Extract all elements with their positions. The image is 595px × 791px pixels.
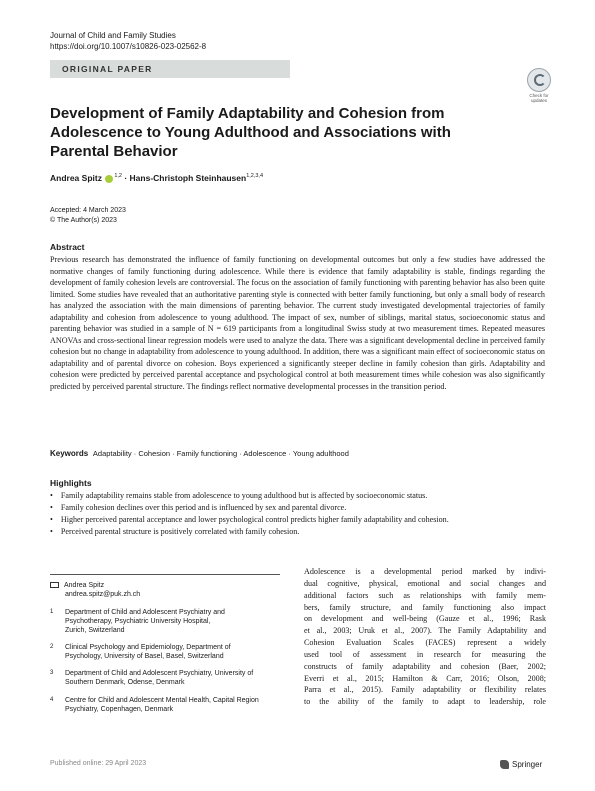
- title-line: Parental Behavior: [50, 143, 178, 160]
- article-dates: [50, 206, 126, 225]
- author-separator: ·: [121, 173, 130, 183]
- doi-link[interactable]: https://doi.org/10.1007/s10826-023-02562-8: [50, 42, 207, 51]
- body-line: additional factors such as relationships with family mem-: [304, 590, 546, 600]
- publisher-name: Springer: [512, 760, 543, 769]
- affiliation-line: Psychiatry, Copenhagen, Denmark: [65, 706, 174, 713]
- highlight-item: • Family adaptability remains stable from adolescence to young adulthood but is affected by socioeconomic status.: [50, 490, 550, 502]
- keywords-list: Adaptability · Cohesion · Family functioning · Adolescence · Young adulthood: [92, 449, 349, 458]
- title-line: Development of Family Adaptability and Cohesion from: [50, 105, 445, 122]
- orcid-icon[interactable]: [105, 175, 113, 183]
- abstract-text: Previous research has demonstrated the influence of family functioning on developmental outcomes but only a few studies have addressed the normative changes of family functioning during adolescence. While there is evidence that family adaptability is stable, findings regarding the development of family cohesion levels are controversial. The focus on the association of family functioning with parenting behavior has also been quite limited. Some studies have revealed that an authoritative parenting style is connected with better family functioning, but only a small body of research has analyzed the association with the main dimensions of parenting behavior. The current study investigated developmental trajectories of family adaptability and cohesion from adolescence to young adulthood. The impact of sex, number of siblings, marital status, socioeconomic status and parenting behavior was studied in a sample of N = 619 participants from a longitudinal Swiss study at two measurement times. Repeated measures ANOVAs and cross-sectional linear regression models were used to analyze the data. There was a significant developmental decline in perceived family cohesion but no change in adaptability from adolescence to young adulthood. In addition, there was a significant main effect of socioeconomic status on adaptability and of parental divorce on cohesion. Boys experienced a significantly steeper decline in family cohesion than girls. Adaptability and cohesion were predicted by perceived parental acceptance and psychological control at both measurement times while cohesion was also significantly predicted by perceived parental structure. The findings reflect normative developmental processes in the transition period.: [50, 255, 545, 391]
- highlight-item: • Higher perceived parental acceptance and lower psychological control predicts higher family adaptability and cohesion.: [50, 514, 550, 526]
- affiliation-number: 3: [50, 670, 54, 676]
- body-line: on development and well-being (Gauze et al., 1996; Rask: [304, 614, 546, 624]
- affiliation: [50, 669, 290, 687]
- author-affiliation-sup: 1,2,3,4: [246, 173, 264, 180]
- corresponding-email[interactable]: andrea.spitz@puk.zh.ch: [65, 591, 141, 598]
- author-name[interactable]: Andrea Spitz: [50, 173, 102, 183]
- journal-name: Journal of Child and Family Studies: [50, 31, 176, 40]
- affiliation: [50, 696, 290, 714]
- affiliation: [50, 608, 290, 635]
- body-line: et al., 2003; Uruk et al., 2007). The Family Adaptability and: [304, 626, 546, 636]
- highlights-list: [50, 490, 550, 538]
- envelope-icon: [50, 582, 59, 588]
- body-line: dual cognitive, physical, emotional and social changes and: [304, 578, 546, 588]
- body-line: Parra et al., 2015). Family adaptability or flexibility relates: [304, 685, 546, 695]
- affiliation-line: Clinical Psychology and Epidemiology, Department of: [65, 644, 231, 651]
- body-column: [304, 566, 546, 708]
- body-line: Adolescence is a developmental period marked by indivi-: [304, 567, 546, 576]
- correspondence: [50, 581, 140, 599]
- affiliation-line: Department of Child and Adolescent Psychiatry and: [65, 609, 225, 616]
- affiliation-line: Zurich, Switzerland: [65, 627, 125, 634]
- crossmark-badge[interactable]: [523, 68, 555, 103]
- body-line: used tool of assessment in research for measuring the: [304, 649, 546, 659]
- corresponding-author: Andrea Spitz: [64, 582, 105, 589]
- highlights-heading: Highlights: [50, 478, 92, 488]
- affiliation-number: 2: [50, 644, 54, 650]
- keywords: [50, 449, 349, 458]
- author-name[interactable]: Hans-Christoph Steinhausen: [129, 173, 247, 183]
- affiliation-line: Centre for Child and Adolescent Mental Health, Capital Region: [65, 697, 259, 704]
- copyright-notice: © The Author(s) 2023: [50, 216, 117, 224]
- title-line: Adolescence to Young Adulthood and Associations with: [50, 124, 451, 141]
- body-line: Cohesion Evaluation Scales (FACES) represent a widely: [304, 638, 546, 648]
- keywords-label: Keywords: [50, 449, 89, 458]
- footnote-divider: [50, 574, 280, 575]
- affiliation-line: Southern Denmark, Odense, Denmark: [65, 679, 185, 686]
- springer-horse-icon: [500, 760, 509, 769]
- highlight-item: • Family cohesion declines over this period and is influenced by sex and parental divorce.: [50, 502, 550, 514]
- affiliation-line: Department of Child and Adolescent Psychiatry, University of: [65, 670, 254, 677]
- body-line: constructs of family adaptability and cohesion (Baer, 2002;: [304, 661, 546, 671]
- published-online-date: Published online: 29 April 2023: [50, 760, 147, 767]
- crossmark-icon: [527, 68, 551, 92]
- article-type-banner: ORIGINAL PAPER: [50, 60, 290, 78]
- highlight-item: • Perceived parental structure is positively correlated with family cohesion.: [50, 526, 550, 538]
- abstract-heading: Abstract: [50, 242, 85, 252]
- author-list: [50, 173, 263, 183]
- affiliation-line: Psychology, University of Basel, Basel, Switzerland: [65, 653, 224, 660]
- article-title: [50, 104, 450, 161]
- body-line: bers, family structure, and family functioning also impact: [304, 602, 546, 612]
- affiliation-line: Psychotherapy, Psychiatric University Hospital,: [65, 618, 211, 625]
- crossmark-label: Check for updates: [529, 93, 549, 103]
- affiliation-number: 1: [50, 609, 54, 615]
- body-line: Everri et al., 2015; Hamilton & Carr, 2016; Olson, 2008;: [304, 673, 546, 683]
- body-line: to the ability of the family to adapt to leadership, role: [304, 697, 546, 707]
- publisher-logo: [500, 760, 542, 769]
- accepted-date: Accepted: 4 March 2023: [50, 207, 126, 214]
- affiliation-number: 4: [50, 697, 54, 703]
- journal-header: [50, 30, 206, 52]
- author-affiliation-sup: 1,2: [114, 173, 122, 180]
- affiliation: [50, 643, 290, 661]
